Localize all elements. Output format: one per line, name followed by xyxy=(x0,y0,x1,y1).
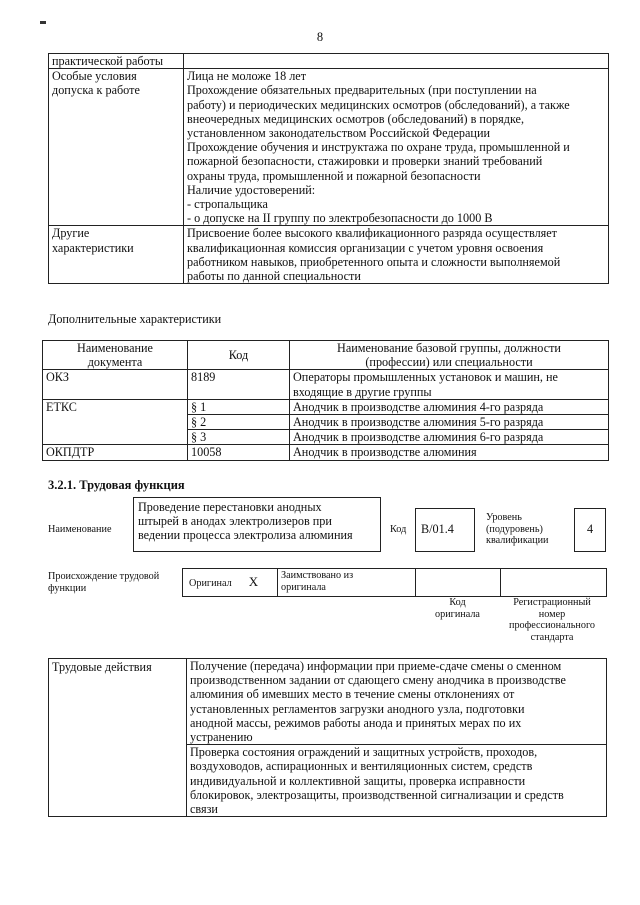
borrowed-cell: Заимствовано из оригинала xyxy=(278,569,416,597)
doc-cell: ЕТКС xyxy=(43,399,188,414)
table-row xyxy=(43,370,609,399)
code-value-box: B/01.4 xyxy=(415,508,475,552)
doc-cell: ОКЗ xyxy=(43,370,188,399)
action-item: Проверка состояния ограждений и защитных устройств, проходов, воздуховодов, аспирационных и вентиляционных систем, средств индивидуальной и коллективной защиты, проверка исправности блокировок, электрозащиты, производственной сигнализации и средств связи xyxy=(187,745,607,817)
reg-number-cell xyxy=(501,569,607,597)
code-cell: 10058 xyxy=(188,445,290,460)
name-cell: Операторы промышленных установок и машин, не входящие в другие группы xyxy=(290,370,609,399)
code-cell: 8189 xyxy=(188,370,290,399)
code-cell: § 3 xyxy=(188,430,290,445)
reg-number-caption: Регистрационный номер профессионального стандарта xyxy=(509,597,595,643)
table-row xyxy=(49,54,609,69)
additional-table xyxy=(42,340,609,461)
actions-label: Трудовые действия xyxy=(49,659,187,817)
origin-row xyxy=(183,569,607,597)
table-row xyxy=(43,430,609,445)
code-original-cell xyxy=(416,569,501,597)
row-content xyxy=(184,54,609,69)
additional-title: Дополнительные характеристики xyxy=(48,312,222,326)
header-doc: Наименование документа xyxy=(43,341,188,370)
row-label: Другие характеристики xyxy=(49,226,184,284)
name-cell: Анодчик в производстве алюминия 5-го разряда xyxy=(290,415,609,430)
name-label: Наименование xyxy=(48,524,112,535)
row-label: практической работы xyxy=(49,54,184,69)
table-row xyxy=(49,226,609,284)
origin-table xyxy=(182,568,607,597)
original-mark: X xyxy=(248,574,259,590)
doc-cell: ОКПДТР xyxy=(43,445,188,460)
origin-label: Происхождение трудовой функции xyxy=(48,571,160,594)
row-content: Лица не моложе 18 лет Прохождение обязательных предварительных (при поступлении на работу) и периодических медицинских осмотров (обследований), а также внеочередных медицинских осмотров (обследований) в порядке, установленном законодательством Российской Федерации Прохождение обучения и инструктажа по охране труда, промышленной и пожарной безопасности, стажировки и проверки знаний требований охраны труда, промышленной и пожарной безопасности Наличие удостоверений: - стропальщика - о допуске на II группу по электробезопасности до 1000 В xyxy=(184,69,609,226)
table-header-row xyxy=(43,341,609,370)
code-label: Код xyxy=(390,524,407,535)
level-label: Уровень (подуровень) квалификации xyxy=(486,512,549,546)
table-row xyxy=(49,69,609,226)
level-value-box: 4 xyxy=(574,508,606,552)
name-cell: Анодчик в производстве алюминия 4-го разряда xyxy=(290,399,609,414)
header-name: Наименование базовой группы, должности (профессии) или специальности xyxy=(290,341,609,370)
doc-cell xyxy=(43,430,188,445)
table-row xyxy=(49,659,607,745)
actions-table xyxy=(48,658,607,817)
table-row xyxy=(43,445,609,460)
function-heading: 3.2.1. Трудовая функция xyxy=(48,478,185,492)
table-row xyxy=(43,415,609,430)
name-cell: Анодчик в производстве алюминия xyxy=(290,445,609,460)
action-item: Получение (передача) информации при приеме-сдаче смены о сменном производственном задании от сдающего смену анодчика в производстве алюминия об имевших место в течение смены отклонениях от установленных регламентов загрузки анодного узла, подготовки анодной массы, режимов работы анода и принятых мерах по их устранению xyxy=(187,659,607,745)
scan-mark xyxy=(40,21,46,24)
row-content: Присвоение более высокого квалификационного разряда осуществляет квалификационная комиссия организации с учетом уровня освоения работником навыков, приобретенного опыта и сложности выполняемой работы по данной специальности xyxy=(184,226,609,284)
function-name-box: Проведение перестановки анодных штырей в анодах электролизеров при ведении процесса электролиза алюминия xyxy=(133,497,381,552)
page-number: 8 xyxy=(316,30,324,44)
qualification-table xyxy=(48,53,609,284)
code-original-caption: Код оригинала xyxy=(435,597,480,620)
original-cell: Оригинал X xyxy=(183,569,278,597)
row-label: Особые условия допуска к работе xyxy=(49,69,184,226)
table-row xyxy=(43,399,609,414)
doc-cell xyxy=(43,415,188,430)
header-code: Код xyxy=(188,341,290,370)
code-cell: § 1 xyxy=(188,399,290,414)
name-cell: Анодчик в производстве алюминия 6-го разряда xyxy=(290,430,609,445)
code-cell: § 2 xyxy=(188,415,290,430)
